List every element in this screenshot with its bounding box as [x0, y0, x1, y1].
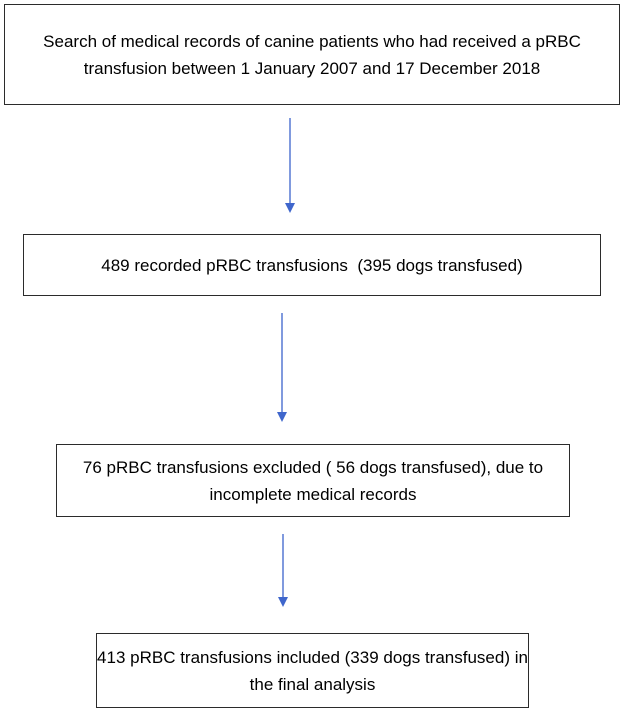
search-records-text: Search of medical records of canine patients who had received a pRBC transfusion between 1 January 2007 and 17 December 2018 — [43, 31, 581, 78]
excluded-transfusions-box — [56, 444, 570, 517]
excluded-transfusions-text: 76 pRBC transfusions excluded ( 56 dogs transfused), due to incomplete medical records — [82, 457, 544, 504]
arrow-3 — [278, 534, 288, 607]
recorded-transfusions-text: 489 recorded pRBC transfusions (395 dogs transfused) — [101, 255, 523, 275]
recorded-transfusions-box — [23, 234, 601, 296]
included-transfusions-text: 413 pRBC transfusions included (339 dogs transfused) in the final analysis — [97, 647, 528, 694]
included-transfusions-box — [96, 633, 529, 708]
search-records-box — [4, 4, 620, 105]
arrow-1 — [285, 118, 295, 213]
arrow-2 — [277, 313, 287, 422]
